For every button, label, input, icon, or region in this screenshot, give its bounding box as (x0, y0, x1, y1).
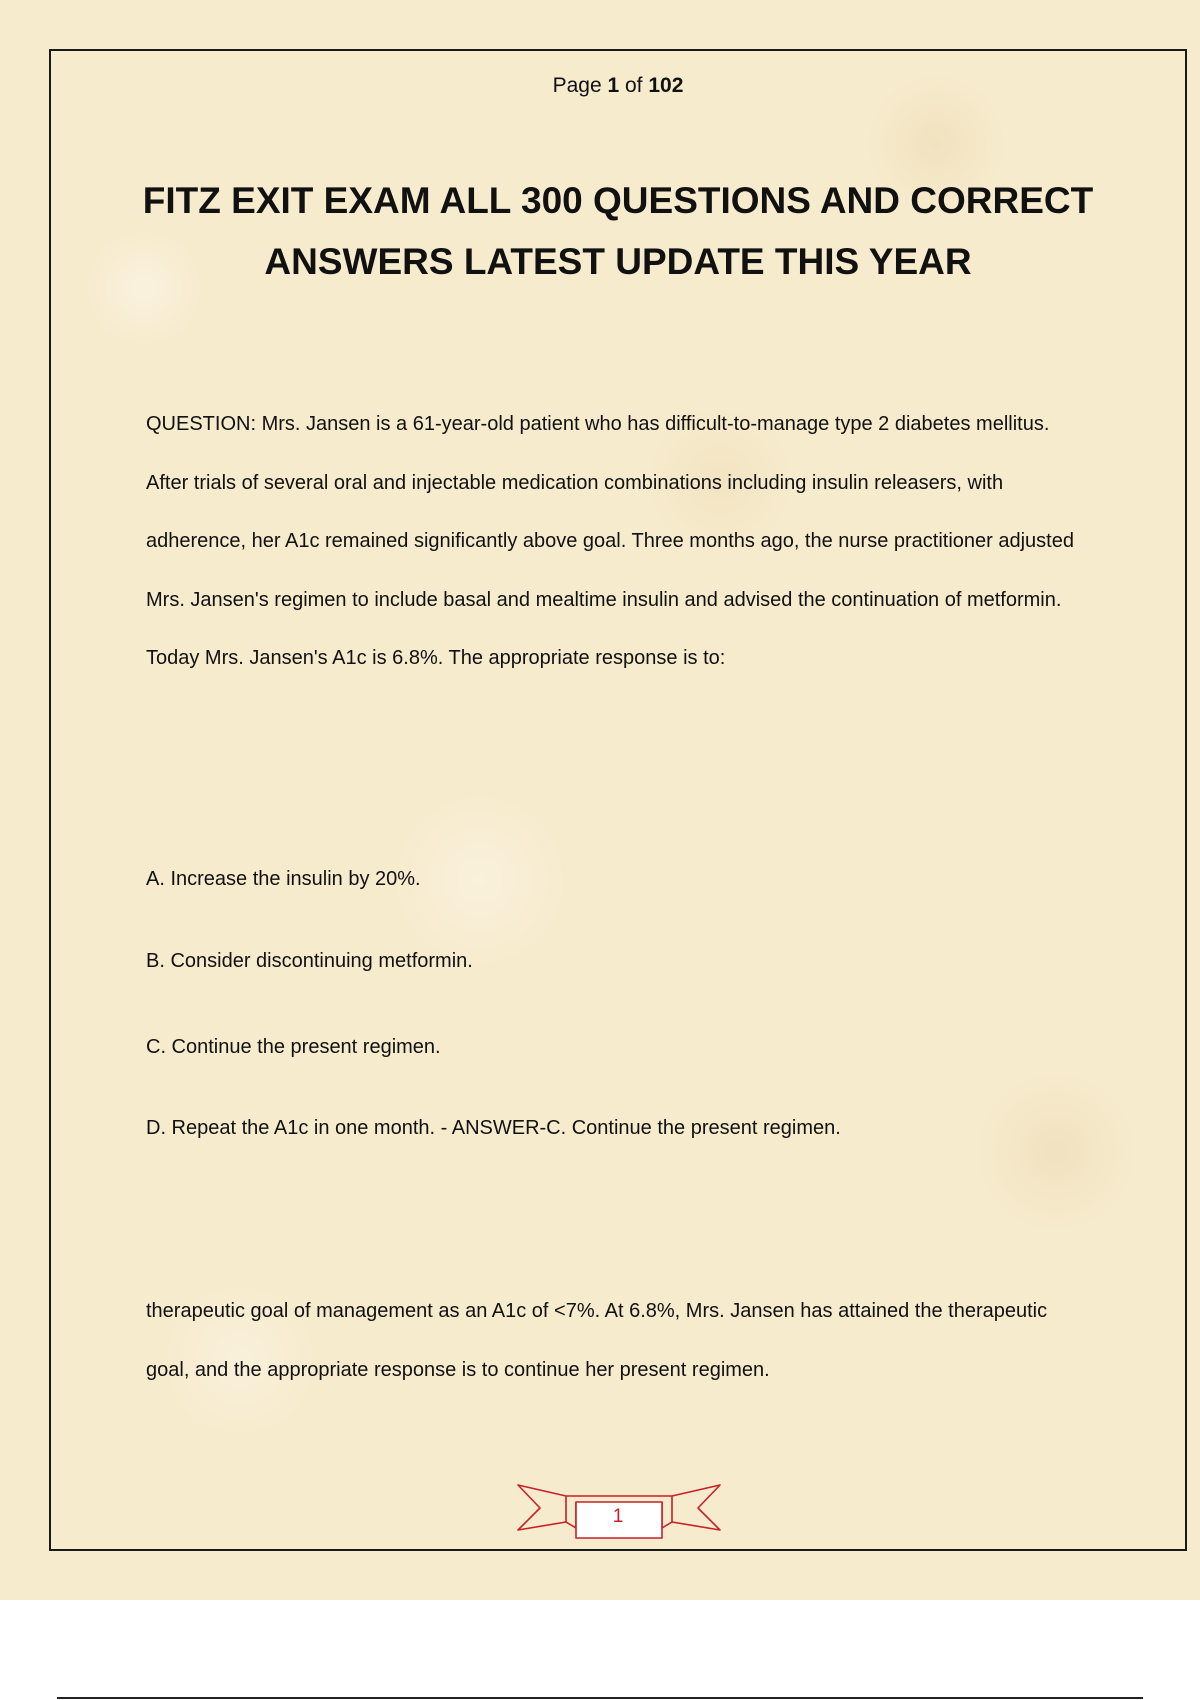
option-a: A. Increase the insulin by 20%. (146, 868, 421, 890)
option-d-with-answer: D. Repeat the A1c in one month. - ANSWER-C. Continue the present regimen. (146, 1117, 841, 1139)
question-text: QUESTION: Mrs. Jansen is a 61-year-old patient who has difficult-to-manage type 2 diabetes mellitus. After trials of several oral and injectable medication combinations including insulin releasers, with adherence, her A1c remained significantly above goal. Three months ago, the nurse practitioner adjusted Mrs. Jansen's regimen to include basal and mealtime insulin and advised the continuation of metformin. Today Mrs. Jansen's A1c is 6.8%. The appropriate response is to: (146, 413, 1074, 670)
document-title: FITZ EXIT EXAM ALL 300 QUESTIONS AND CORRECT ANSWERS LATEST UPDATE THIS YEAR (142, 180, 1094, 282)
answer-rationale: therapeutic goal of management as an A1c of <7%. At 6.8%, Mrs. Jansen has attained the therapeutic goal, and the appropriate response is to continue her present regimen. (146, 1300, 1048, 1381)
option-b: B. Consider discontinuing metformin. (146, 950, 473, 972)
page-current: 1 (607, 74, 620, 97)
page-number: 1 (612, 1506, 624, 1527)
option-c: C. Continue the present regimen. (146, 1036, 441, 1058)
page-total: 102 (648, 74, 684, 97)
page-counter (0, 74, 1200, 98)
bottom-divider (57, 1697, 1143, 1699)
ribbon-right-tail (672, 1485, 720, 1530)
page-prefix: Page (552, 74, 602, 97)
page-of: of (625, 74, 643, 97)
ribbon-left-tail (518, 1485, 566, 1530)
